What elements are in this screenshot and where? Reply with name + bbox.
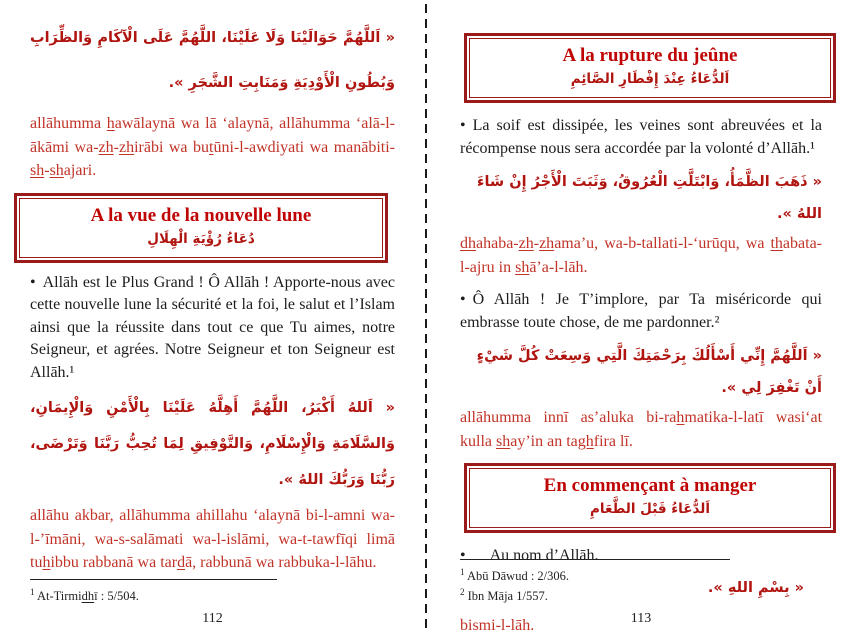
section-title-arabic: دُعَاءُ رُؤْيَةِ الْهِلَالِ: [147, 230, 255, 247]
bullet-icon: •: [460, 291, 466, 308]
footnote: [460, 564, 822, 584]
paragraph-mercy-text: Ô Allāh ! Je T’implore, par Ta miséricorde qui embrasse toute chose, de me pardonner.²: [460, 291, 822, 331]
bullet-icon: •: [460, 117, 466, 134]
footnote-rule: [30, 579, 277, 580]
page-footer-right: [460, 559, 822, 627]
footnote: [30, 584, 395, 604]
transliteration-dua-new-moon: allāhu akbar, allāhumma ahillahu ‘alaynā bi-l-amni wa-l-’īmāni, wa-s-salāmati wa-l-islāmi, wa-t-tawfīqi limā tuhibbu rabbanā wa tardā, rabbunā wa rabbuka-l-lāhu.: [30, 507, 395, 571]
page-number: 113: [630, 611, 652, 626]
footnote-text: At-Tirmidhī : 5/504.: [36, 589, 139, 603]
footnote-marker: 2: [460, 586, 465, 597]
section-heading-inner-frame: [469, 38, 831, 98]
section-title-arabic: اَلدُّعَاءُ قَبْلَ الطَّعَامِ: [590, 501, 710, 517]
section-heading-box-before-eating: [464, 463, 836, 533]
arabic-dua-breaking-fast: « ذَهَبَ الظَّمَأُ، وَابْتَلَّتِ الْعُرُوقُ، وَثَبَتَ الْأَجْرُ إِنْ شَاءَ اللهُ ».: [477, 174, 822, 222]
footnote: [460, 584, 822, 604]
section-heading-inner-frame: [19, 198, 383, 258]
footnote-text: Ibn Māja 1/557.: [467, 589, 548, 603]
paragraph-thirst-text: La soif est dissipée, les veines sont abreuvées et la récompense nous sera accordée par la volonté d’Allāh.¹: [460, 117, 822, 157]
page-footer-left: [30, 579, 395, 627]
footnote-marker: 1: [460, 566, 465, 577]
paragraph-thirst: [460, 115, 822, 160]
transliteration-dua-breaking-fast: dhahaba-zh-zhama’u, wa-b-tallati-l-‘urūqu, wa thabata-l-ajru in shā’a-l-lāh.: [460, 235, 822, 276]
footnote-marker: 1: [30, 586, 35, 597]
footnote-text: Abū Dāwud : 2/306.: [466, 568, 570, 583]
bullet-icon: •: [460, 547, 466, 564]
transliteration-dua-bismillah: bismi-l-lāh.: [460, 616, 535, 634]
transliteration-dua-rain: allāhumma hawālaynā wa lā ‘alaynā, allāhumma ‘alā-l-ākāmi wa-zh-zhirābi wa butūni-l-awdiyati wa manābiti-sh-shajari.: [30, 115, 396, 179]
arabic-dua-bismillah: « بِسْمِ اللهِ ».: [707, 579, 804, 596]
section-heading-inner-frame: [469, 468, 831, 528]
transliteration-dua-forgiveness: allāhumma innī as’aluka bi-rahmatika-l-latī wasi‘at kulla shay’in an taghfira lī.: [460, 409, 823, 450]
bullet-icon: •: [30, 273, 36, 291]
paragraph-new-moon-text: Allāh est le Plus Grand ! Ô Allāh ! Apporte-nous avec cette nouvelle lune la sécurité et la foi, le salut et l’Islam ainsi que la réussite dans tout ce que Tu aimes, notre Seigneur, et agrées. Notre Seigneur et ton Seigneur est Allāh.¹: [30, 273, 395, 381]
page-right: [426, 0, 852, 636]
arabic-dua-forgiveness: « اَللَّهُمَّ إِنِّي أَسْأَلُكَ بِرَحْمَتِكَ الَّتِي وَسِعَتْ كُلَّ شَيْءٍ أَنْ تَغْفِرَ لِي ».: [476, 348, 822, 396]
section-heading-box-new-moon: [14, 193, 388, 263]
section-title-french: En commençant à manger: [543, 475, 757, 496]
footnote-rule: [460, 559, 730, 560]
section-heading-box-breaking-fast: [464, 33, 836, 103]
arabic-dua-rain: « اَللَّهُمَّ حَوَالَيْنَا وَلَا عَلَيْنَا، اللَّهُمَّ عَلَى الْآكَامِ وَالظِّرَابِ وَبُطُونِ الْأَوْدِيَةِ وَمَنَابِتِ الشَّجَرِ ».: [30, 30, 395, 91]
paragraph-bismillah-text: Au nom d’Allāh.: [489, 547, 599, 564]
arabic-dua-new-moon: « اَللهُ أَكْبَرُ، اللَّهُمَّ أَهِلَّهُ عَلَيْنَا بِالْأَمْنِ وَالْإِيمَانِ، وَالسَّلَامَةِ وَالْإِسْلَامِ، وَالتَّوْفِيقِ لِمَا تُحِبُّ رَبَّنَا وَتَرْضَى، رَبُّنَا وَرَبُّكَ اللهُ ».: [30, 400, 395, 488]
page-number: 112: [202, 611, 223, 626]
paragraph-new-moon: [30, 272, 395, 385]
section-title-arabic: اَلدُّعَاءُ عِنْدَ إِفْطَارِ الصَّائِمِ: [570, 71, 730, 87]
section-title-french: A la vue de la nouvelle lune: [90, 204, 312, 226]
paragraph-mercy: [460, 289, 822, 334]
section-title-french: A la rupture du jeûne: [562, 45, 738, 66]
